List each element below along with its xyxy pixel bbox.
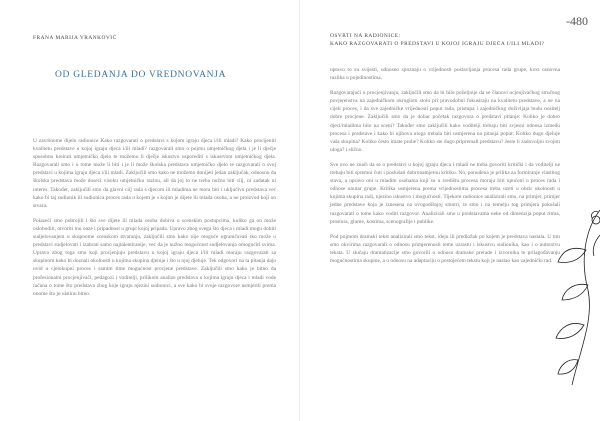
left-paragraph-1: U završnome dijelu radionice Kako razgovarati o predstavi s kojom igraju djeca i/ili mladi? Kako procijeniti kvalitetu predstave u kojoj igraju djeca i/ili mladi? razgovarali smo o pojmu umjetničkog djela i je li dječje sposobno kreirati umjetničko djelo te možemo li dječje iskustvo usporediti s iskustvom umjetničkog djela. Razgovarali smo i o tome može li biti i je li može školska predstava umjetničko djelo te razgovarali o svoj predstavi u kojima igraju djeca i/ili mladi. Zaključili smo kako ne možemo donijeti jedan zaključak, odnosno da školska predstava može doseći visoku umjetničku razinu, ali da joj to ne treba nužno biti cilj, ni zadatak ni interes. Također, zaključili smo da glavni cilj rada s djecom ili mladima ne mora biti i uključivo predstava već kako bi taj sudionik ili sudionica proces rada u kojem je s kojim je dijete ili mlada osoba, a ne proizvod koji on stvara. bbox=[33, 138, 276, 209]
running-head-line-2: KAKO RAZGOVARATI O PREDSTAVI U KOJOJ IGRAJU DJECA I/ILI MLADI? bbox=[330, 41, 545, 47]
right-paragraph-2: Razgovarajući o procjenjivanju, zaključili smo da bi bilo poželjnije da se članovi ocjenjivačkog stručnog povjerenstva na zajedničkom okruglom stolu pri pravodobni fokusiraju na kvalitetu predstave, a ne na cijeli proces, i da sve zajedničke vrijednosti poput rada, pristupa i zajedničkog doživljaja budu nositelj dobre procjene. Zaključili smo da je dobar početak razgovora o predstavi pitanje: Koliko je dobro djeci/mladima bilo na sceni? Također smo zaključili kako voditelji trebaju biti svjesni odnosa između procesa i predstave i kako bi njihova uloga trebala biti usmjerena na pitanja poput: Koliko dugo djeluje vaša skupina? Koliko često imate probe? Koliko ste dugo pripremali predstavu? Jeste li zadovoljni svojim uloga? i slično. bbox=[330, 90, 560, 153]
left-column bbox=[33, 137, 276, 305]
left-paragraph-2: Polazeći smo pobrojili i što sve dijete ili mlada osoba dobiva u scenskim postupcima, koliko ga on može osloboditi, otvoriti mu oaze i pripadnost u grupi kojoj pripada. Upravo zbog svega što djeca i mladi mogu dobiti sudjelovanjem u skupnome scenskom stvaranju, zaključili smo kako nije moguće ograničavati tko može u predstavi sudjelovati i izabrati samo najtalentiranije, već da je nužno mogućnost sudjelovanja omogućiti svima. Upravo zbog toga smo koji procjenjuju predstavu u kojoj igraju djeca i/ili mladi moraju razgovarati sa skupinom kako bi doznali okolnosti u kojima skupina djeluje i što u njoj djeluje. Tek odgovori na ta pitanja daju uvid u cjelokupni proces i samim time mogućnost procjene predstave. Zaključili smo kako je bitno da profesionalni procjenjivači, pedagozi i voditelji, prilikom analize predstava u kojima igraju djeca i mladi vode računa o tome što predstava zbog koje igraju njezini sudionici, a sve kako bi svoje razgovore usmjerili prema onome što je uistinu bitno. bbox=[33, 217, 276, 297]
right-paragraph-1: upravo to su svijesti, odnosno spoznaju o vrijednosti postavljanja procesa rada grupe, kroz osnovna razlika u pojedinostima. bbox=[330, 67, 560, 82]
author-name: FRANA MARIJA VRANKOVIĆ bbox=[33, 35, 117, 41]
running-head bbox=[330, 32, 570, 48]
floral-illustration-icon bbox=[550, 190, 600, 390]
right-paragraph-3: Sve ovo ne znači da se o predstavi u kojoj igraju djeca i mladi ne treba govoriti kritički i da voditelji ne trebaju biti spremni čuti i poslušati dobronamjernu kritiku. No, ponuđena je prilika za formiranje vlastitog stava, a upravo oni u mladim osobama koji su u središtu procesa moraju biti upućeni u proces rada i odnose unutar grupe. Kritika usmjerena prema vrijednostima procesa treba uzeti u obzir okolnosti u kojima skupina radi, njezino iskustvo i mogućnosti. Tijekom radionice analizirali smo, na primjer, primjer jedne predstave koja je iznesena na ovogodišnjoj smotri, te smo i na temelju tog primjera pokušali razgovarati o tome kako voditi razgovor. Analizirali smo u predstavama neke od dimenzija poput ritma, prostora, glume, kostima, scenografije i publike. bbox=[330, 161, 560, 225]
right-column bbox=[330, 66, 560, 272]
section-title: OD GLEDANJA DO VREDNOVANJA bbox=[55, 70, 227, 80]
running-head-line-1: OSVRTI NA RADIONICE: bbox=[330, 33, 401, 39]
page-number: -480 bbox=[566, 14, 588, 28]
right-paragraph-4: Pod pojmom dramski tekst analizirali smo tekst, ideju ili predložak po kojem je predstava nastala. U tim smo okvirima razgovarali o odnosu primjerenosti teme uzrastu i iskustvu sudionika, kao i o autorstvu teksta. U slučaju dramatizacije smo govorili o odnosu dramske prerade i izvornika te prilagođavanju mogućnostima skupine, a u odnosu na adaptaciju o postojećem tekstu koji je nastao kao zajednički rad. bbox=[330, 233, 560, 264]
